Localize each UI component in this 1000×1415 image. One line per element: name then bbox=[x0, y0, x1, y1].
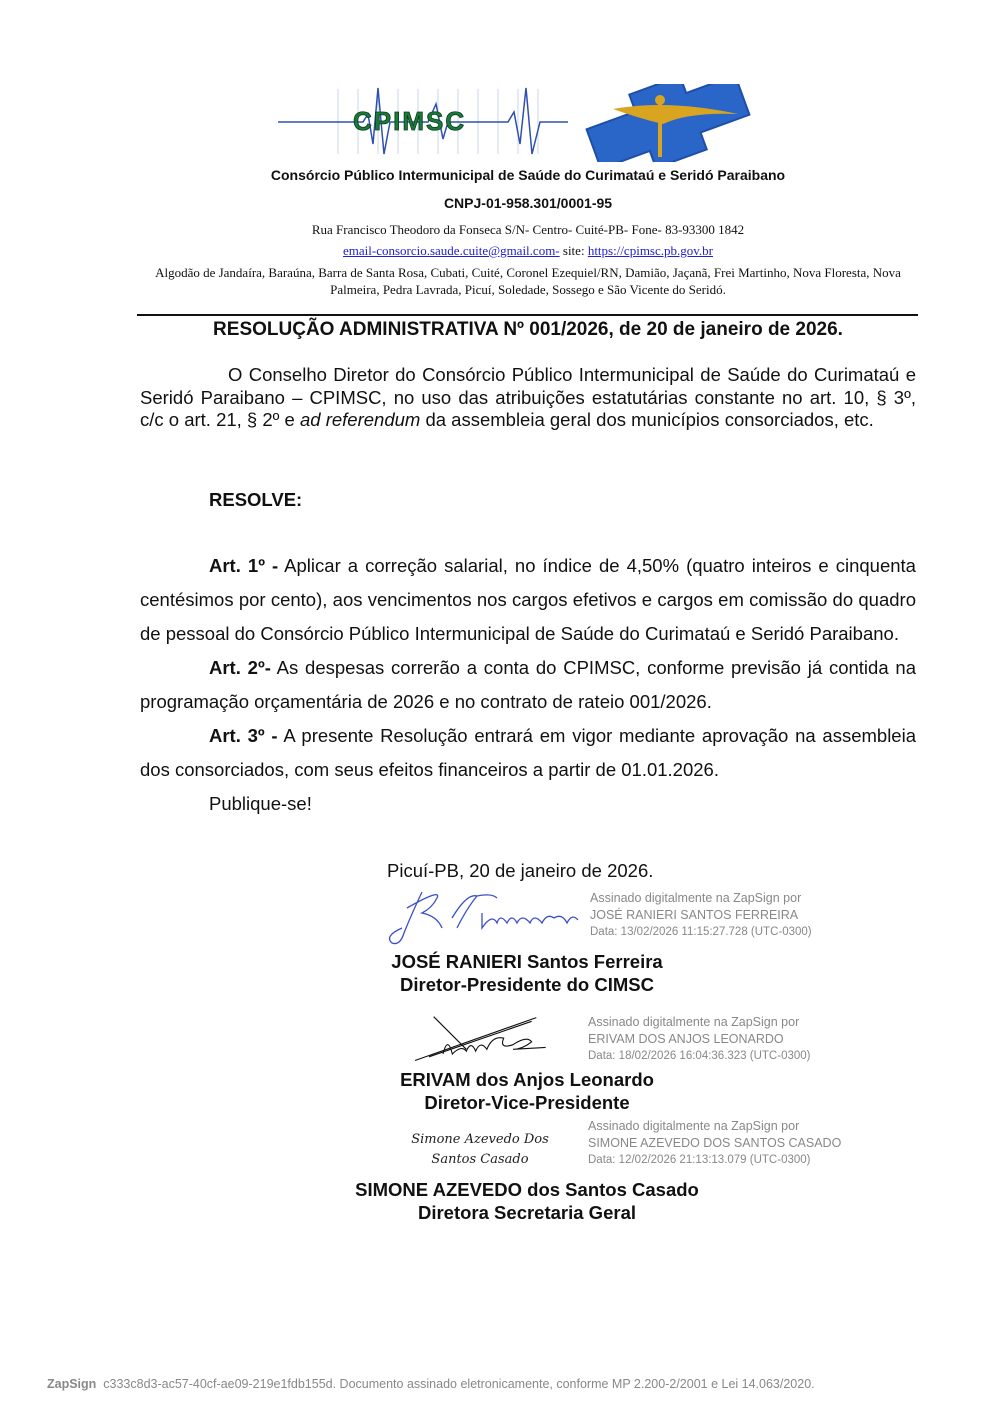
article-1 bbox=[140, 549, 916, 651]
article-text: As despesas correrão a conta do CPIMSC, conforme previsão já contida na programação orçamentária de 2026 e no contrato de rateio 001/2026. bbox=[140, 657, 916, 712]
signer-role: Diretora Secretaria Geral bbox=[417, 1202, 636, 1223]
handwritten-signature-3 bbox=[400, 1130, 560, 1170]
publish-note: Publique-se! bbox=[209, 793, 312, 814]
article-2 bbox=[140, 651, 916, 719]
signer-role: Diretor-Vice-Presidente bbox=[424, 1092, 630, 1113]
article-text: A presente Resolução entrará em vigor mediante aprovação na assembleia dos consorciados, com seus efeitos financeiros a partir de 01.01.2026. bbox=[140, 725, 916, 780]
signer-name: ERIVAM dos Anjos Leonardo bbox=[400, 1069, 654, 1090]
zapsign-stamp-3 bbox=[588, 1118, 841, 1169]
cnpj: CNPJ-01-958.301/0001-95 bbox=[443, 195, 613, 211]
zapsign-stamp-1 bbox=[590, 890, 812, 941]
signer-role: Diretor-Presidente do CIMSC bbox=[400, 974, 654, 995]
organization-name: Consórcio Público Intermunicipal de Saúde do Curimataú e Seridó Paraibano bbox=[270, 167, 786, 183]
svg-text:CPIMSC: CPIMSC bbox=[353, 106, 467, 136]
zapsign-signer: JOSÉ RANIERI SANTOS FERREIRA bbox=[590, 908, 799, 922]
intro-text-end: da assembleia geral dos municípios consorciados, etc. bbox=[420, 409, 874, 431]
intro-text: O Conselho Diretor do Consórcio Público Intermunicipal de Saúde do Curimataú e Seridó Paraibano – CPIMSC, no uso das atribuições estatutárias constante no art. 10, § 3º, c/c o art. 21, § 2º e bbox=[140, 364, 916, 431]
zapsign-line: Assinado digitalmente na ZapSign por bbox=[590, 891, 802, 905]
zapsign-signer: ERIVAM DOS ANJOS LEONARDO bbox=[588, 1032, 784, 1046]
zapsign-stamp-2 bbox=[588, 1014, 810, 1065]
intro-paragraph bbox=[140, 364, 916, 432]
zapsign-date: Data: 12/02/2026 21:13:13.079 (UTC-0300) bbox=[588, 1154, 811, 1166]
intro-emphasis: ad referendum bbox=[299, 409, 421, 431]
zapsign-date: Data: 13/02/2026 11:15:27.728 (UTC-0300) bbox=[590, 926, 812, 938]
zapsign-line: Assinado digitalmente na ZapSign por bbox=[588, 1015, 800, 1029]
signer-name: SIMONE AZEVEDO dos Santos Casado bbox=[355, 1179, 699, 1200]
email-link[interactable]: email-consorcio.saude.cuite@gmail.com- bbox=[342, 243, 560, 258]
signer-block-2 bbox=[327, 1068, 727, 1114]
handwritten-signature-2 bbox=[405, 1012, 565, 1073]
zapsign-footer bbox=[47, 1377, 815, 1391]
signer-block-3 bbox=[277, 1178, 777, 1224]
handwritten-line: Simone Azevedo Dos bbox=[411, 1132, 549, 1147]
article-label: Art. 3º - bbox=[209, 725, 278, 746]
site-label: site: bbox=[562, 243, 585, 258]
footer-text: c333c8d3-ac57-40cf-ae09-219e1fdb155d. Documento assinado eletronicamente, conforme MP 2.200-2/2001 e Lei 14.063/2020. bbox=[103, 1377, 815, 1391]
place-date: Picuí-PB, 20 de janeiro de 2026. bbox=[387, 860, 654, 881]
address: Rua Francisco Theodoro da Fonseca S/N- Centro- Cuité-PB- Fone- 83-93300 1842 bbox=[311, 222, 745, 237]
handwritten-line: Santos Casado bbox=[431, 1152, 529, 1167]
header-divider bbox=[137, 314, 918, 316]
zapsign-signer: SIMONE AZEVEDO DOS SANTOS CASADO bbox=[588, 1136, 842, 1150]
article-label: Art. 2º- bbox=[209, 657, 271, 678]
zapsign-line: Assinado digitalmente na ZapSign por bbox=[588, 1119, 800, 1133]
signer-name: JOSÉ RANIERI Santos Ferreira bbox=[391, 951, 663, 972]
resolve-heading: RESOLVE: bbox=[209, 489, 303, 510]
handwritten-signature-1 bbox=[382, 888, 587, 955]
article-label: Art. 1º - bbox=[209, 555, 279, 576]
contact-links bbox=[100, 243, 956, 259]
member-cities: Algodão de Jandaíra, Baraúna, Barra de Santa Rosa, Cubati, Cuité, Coronel Ezequiel/RN, Damião, Jaçanã, Frei Martinho, Nova Floresta, Nova Palmeira, Pedra Lavrada, Picuí, Soledade, Sossego e São Vicente do Seridó. bbox=[155, 265, 901, 297]
zapsign-brand: ZapSign bbox=[47, 1377, 97, 1391]
cpimsc-logo bbox=[268, 84, 786, 162]
document-title: RESOLUÇÃO ADMINISTRATIVA Nº 001/2026, de 20 de janeiro de 2026. bbox=[213, 319, 843, 340]
articles bbox=[140, 549, 916, 821]
site-link[interactable]: https://cpimsc.pb.gov.br bbox=[587, 243, 713, 258]
zapsign-date: Data: 18/02/2026 16:04:36.323 (UTC-0300) bbox=[588, 1050, 811, 1062]
article-text: Aplicar a correção salarial, no índice de 4,50% (quatro inteiros e cinquenta centésimos por cento), aos vencimentos nos cargos efetivos e cargos em comissão do quadro de pessoal do Consórcio Público Intermunicipal de Saúde do Curimataú e Seridó Paraibano. bbox=[140, 555, 916, 644]
signer-block-1 bbox=[327, 950, 727, 996]
article-3 bbox=[140, 719, 916, 787]
